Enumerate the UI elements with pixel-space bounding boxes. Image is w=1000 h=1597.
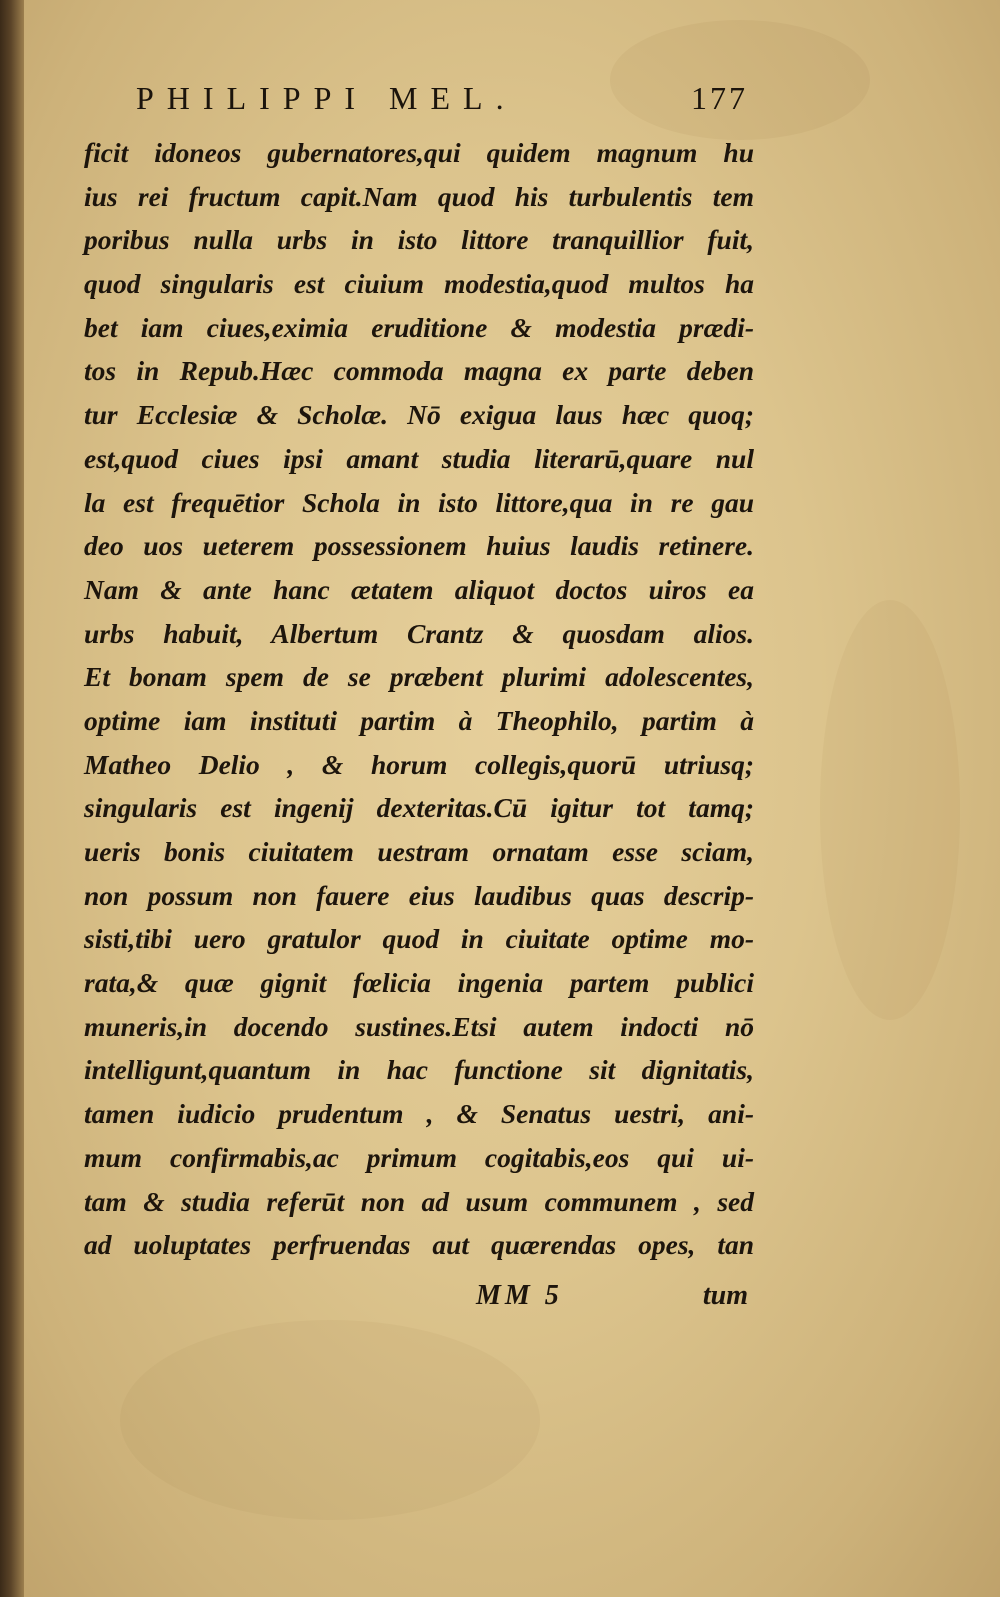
text-line: bet iam ciues,eximia eruditione & modestia prædi-	[84, 311, 754, 343]
text-line: Nam & ante hanc ætatem aliquot doctos uiros ea	[84, 573, 754, 605]
text-line: deo uos ueterem possessionem huius laudis retinere.	[84, 530, 754, 562]
text-line: Matheo Delio , & horum collegis,quorū utriusq;	[84, 748, 754, 780]
text-line: mum confirmabis,ac primum cogitabis,eos qui ui-	[84, 1141, 754, 1173]
text-line: urbs habuit, Albertum Crantz & quosdam alios.	[84, 617, 754, 649]
page-header	[136, 80, 748, 124]
text-line: la est frequētior Schola in isto littore,qua in re gau	[84, 486, 754, 518]
catchword: tum	[702, 1280, 748, 1311]
text-line: ficit idoneos gubernatores,qui quidem magnum hu	[84, 137, 754, 168]
text-line: sisti,tibi uero gratulor quod in ciuitate optime mo-	[84, 923, 754, 955]
text-line: Et bonam spem de se præbent plurimi adolescentes,	[84, 661, 754, 693]
text-line: est,quod ciues ipsi amant studia literarū,quare nul	[84, 442, 754, 474]
signature-mark: MM 5	[476, 1280, 563, 1311]
text-line: intelligunt,quantum in hac functione sit dignitatis,	[84, 1054, 754, 1086]
running-head: PHILIPPI MEL.	[136, 80, 517, 116]
text-line: tam & studia referūt non ad usum communem , sed	[84, 1185, 754, 1217]
page-number: 177	[691, 80, 748, 116]
page-footer	[476, 1280, 748, 1324]
text-line: tur Ecclesiæ & Scholæ. Nō exigua laus hæc quoq;	[84, 399, 754, 431]
text-line: muneris,in docendo sustines.Etsi autem indocti nō	[84, 1010, 754, 1042]
text-line: non possum non fauere eius laudibus quas descrip-	[84, 879, 754, 911]
text-line: tamen iudicio prudentum , & Senatus uestri, ani-	[84, 1098, 754, 1130]
body-text	[84, 131, 754, 1267]
text-line: ad uoluptates perfruendas aut quærendas opes, tan	[84, 1229, 754, 1261]
paper-stain	[820, 600, 960, 1020]
text-line: quod singularis est ciuium modestia,quod multos ha	[84, 268, 754, 300]
text-line: rata,& quæ gignit fœlicia ingenia partem publici	[84, 967, 754, 999]
text-line: optime iam instituti partim à Theophilo, partim à	[84, 704, 754, 736]
text-line: ueris bonis ciuitatem uestram ornatam esse sciam,	[84, 836, 754, 867]
paper-stain	[120, 1320, 540, 1520]
binding-gutter	[0, 0, 24, 1597]
text-line: singularis est ingenij dexteritas.Cū igitur tot tamq;	[84, 792, 754, 824]
text-line: ius rei fructum capit.Nam quod his turbulentis tem	[84, 180, 754, 212]
text-line: poribus nulla urbs in isto littore tranquillior fuit,	[84, 224, 754, 256]
text-line: tos in Repub.Hæc commoda magna ex parte deben	[84, 355, 754, 387]
